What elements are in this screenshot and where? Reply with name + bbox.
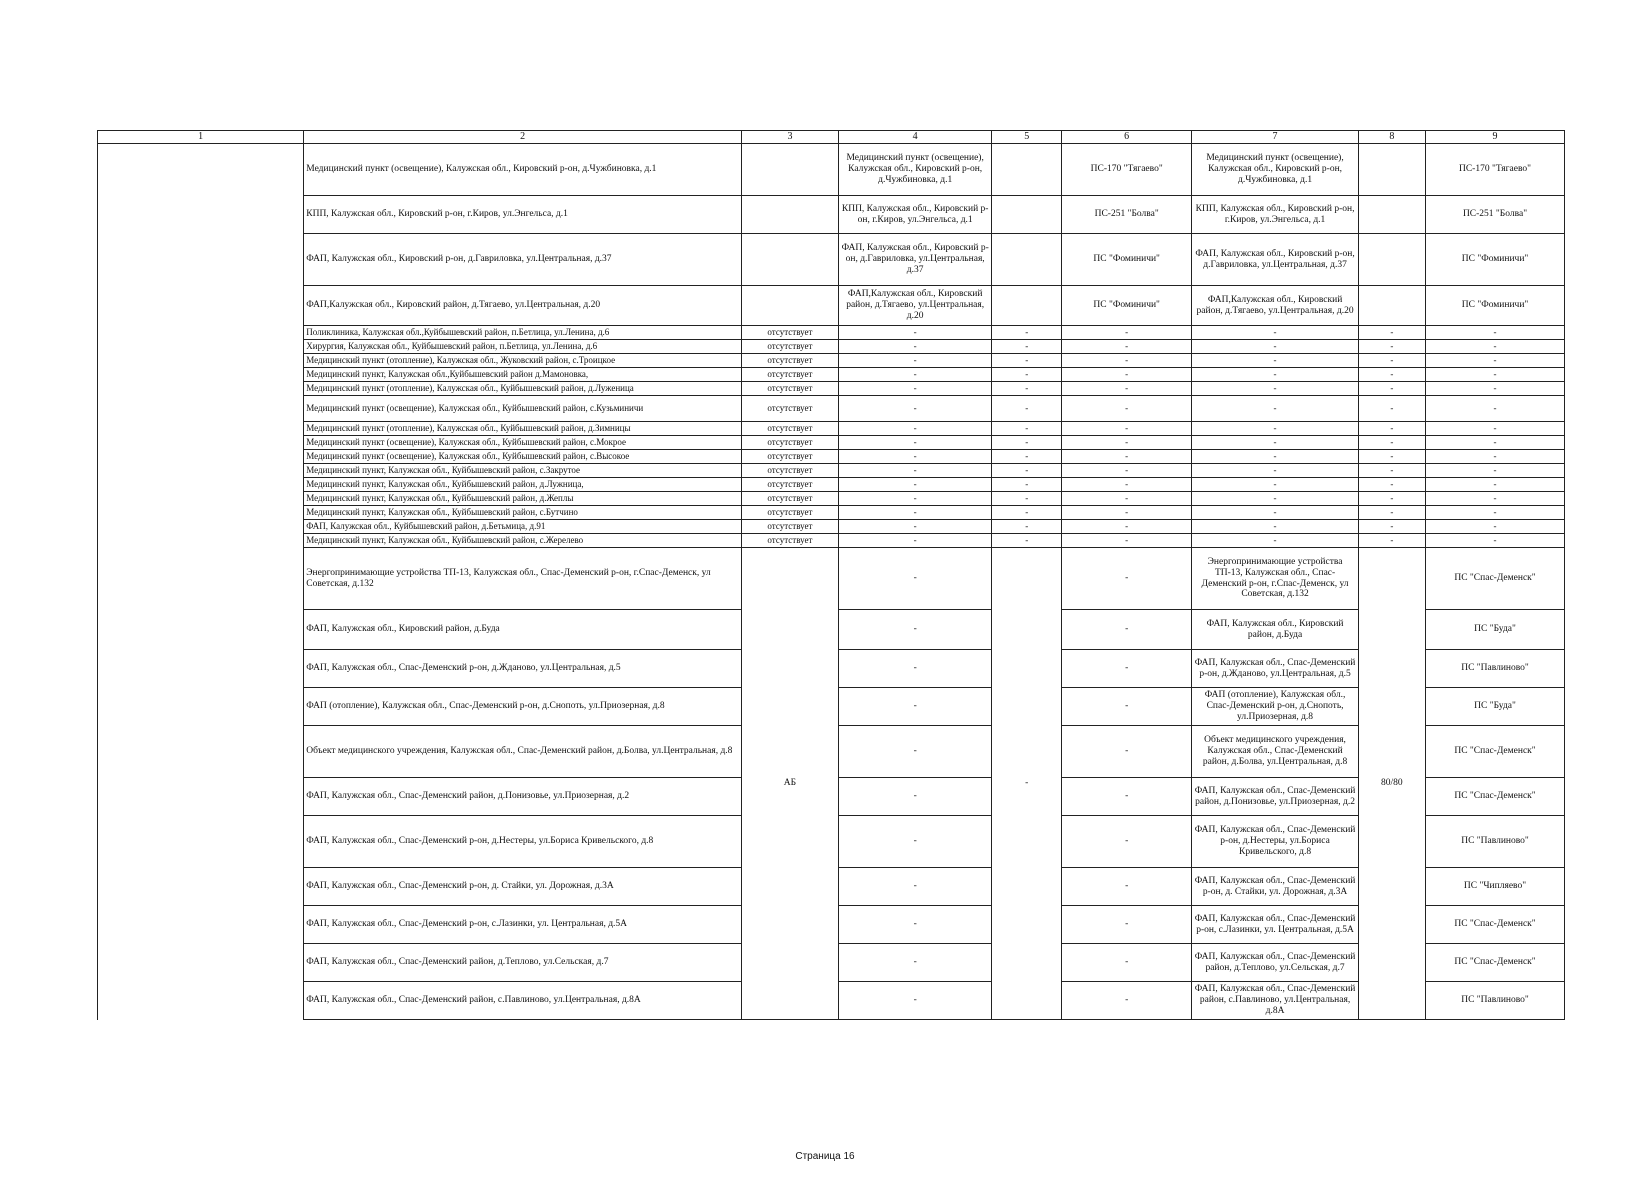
col-header-3: 3 xyxy=(742,131,839,144)
cell-col5 xyxy=(992,286,1061,326)
cell-col8: - xyxy=(1358,506,1425,520)
cell-col8: - xyxy=(1358,450,1425,464)
cell-col9: ПС "Буда" xyxy=(1426,610,1565,650)
cell-object: Энергопринимающие устройства ТП-13, Калужская обл., Спас-Деменский р-он, г.Спас-Деменск, ул Советская, д.132 xyxy=(304,548,742,610)
cell-col6: ПС-251 "Болва" xyxy=(1061,196,1191,234)
cell-col6: - xyxy=(1061,944,1191,982)
table-row xyxy=(98,534,1565,548)
col-header-2: 2 xyxy=(304,131,742,144)
cell-col8 xyxy=(1358,144,1425,196)
cell-object: Медицинский пункт (отопление), Калужская обл., Жуковский район, с.Троицкое xyxy=(304,354,742,368)
cell-object: Медицинский пункт, Калужская обл., Куйбышевский район, с.Закрутое xyxy=(304,464,742,478)
cell-col9: - xyxy=(1426,396,1565,422)
cell-col9: ПС "Спас-Деменск" xyxy=(1426,778,1565,816)
cell-col5: - xyxy=(992,340,1061,354)
cell-col7: - xyxy=(1192,534,1358,548)
cell-col4: - xyxy=(838,688,992,726)
cell-col5: - xyxy=(992,492,1061,506)
cell-col3-merged: АБ xyxy=(742,548,839,1020)
cell-col9: - xyxy=(1426,422,1565,436)
cell-col7: ФАП, Калужская обл., Спас-Деменский район, д.Понизовье, ул.Приозерная, д.2 xyxy=(1192,778,1358,816)
cell-col9: ПС "Чипляево" xyxy=(1426,868,1565,906)
cell-col9: - xyxy=(1426,506,1565,520)
table-body xyxy=(98,144,1565,1020)
cell-col6: - xyxy=(1061,982,1191,1020)
cell-col6: - xyxy=(1061,368,1191,382)
cell-col5: - xyxy=(992,520,1061,534)
cell-col3: отсутствует xyxy=(742,436,839,450)
cell-col9: - xyxy=(1426,492,1565,506)
cell-col5: - xyxy=(992,382,1061,396)
cell-col4: - xyxy=(838,354,992,368)
cell-object: Медицинский пункт (освещение), Калужская обл., Кировский р-он, д.Чужбиновка, д.1 xyxy=(304,144,742,196)
cell-col4: - xyxy=(838,368,992,382)
cell-col6: - xyxy=(1061,548,1191,610)
cell-col5: - xyxy=(992,534,1061,548)
cell-object: Медицинский пункт, Калужская обл., Куйбышевский район, д.Жеплы xyxy=(304,492,742,506)
cell-col6: - xyxy=(1061,382,1191,396)
cell-col7: - xyxy=(1192,368,1358,382)
cell-col8 xyxy=(1358,286,1425,326)
cell-col5: - xyxy=(992,396,1061,422)
cell-col9: ПС "Фоминичи" xyxy=(1426,234,1565,286)
cell-col5 xyxy=(992,144,1061,196)
table-row xyxy=(98,396,1565,422)
table-row xyxy=(98,286,1565,326)
cell-col6: - xyxy=(1061,492,1191,506)
page-number: Страница 16 xyxy=(795,1151,855,1162)
cell-col7: - xyxy=(1192,478,1358,492)
cell-col6: - xyxy=(1061,906,1191,944)
cell-col1 xyxy=(98,144,304,1020)
cell-col8: - xyxy=(1358,534,1425,548)
cell-col3: отсутствует xyxy=(742,464,839,478)
cell-col3: отсутствует xyxy=(742,326,839,340)
cell-col9: ПС "Буда" xyxy=(1426,688,1565,726)
cell-col8-merged: 80/80 xyxy=(1358,548,1425,1020)
cell-col6: - xyxy=(1061,816,1191,868)
cell-object: Медицинский пункт (освещение), Калужская обл., Куйбышевский район, с.Кузьминичи xyxy=(304,396,742,422)
cell-col3: отсутствует xyxy=(742,340,839,354)
cell-col4: - xyxy=(838,340,992,354)
cell-col7: - xyxy=(1192,396,1358,422)
table-row xyxy=(98,354,1565,368)
col-header-1: 1 xyxy=(98,131,304,144)
cell-object: Медицинский пункт, Калужская обл.,Куйбышевский район д.Мамоновка, xyxy=(304,368,742,382)
col-header-6: 6 xyxy=(1061,131,1191,144)
cell-col3: отсутствует xyxy=(742,492,839,506)
cell-col7: - xyxy=(1192,382,1358,396)
cell-col4: - xyxy=(838,422,992,436)
table-row xyxy=(98,450,1565,464)
table-row xyxy=(98,520,1565,534)
cell-col8: - xyxy=(1358,492,1425,506)
cell-col9: ПС "Спас-Деменск" xyxy=(1426,548,1565,610)
cell-col5: - xyxy=(992,506,1061,520)
cell-col6: - xyxy=(1061,340,1191,354)
cell-col5: - xyxy=(992,436,1061,450)
cell-col6: - xyxy=(1061,726,1191,778)
cell-col7: - xyxy=(1192,436,1358,450)
cell-col7: Энергопринимающие устройства ТП-13, Калужская обл., Спас-Деменский р-он, г.Спас-Деменск, ул Советская, д.132 xyxy=(1192,548,1358,610)
cell-col5: - xyxy=(992,368,1061,382)
cell-col6: - xyxy=(1061,778,1191,816)
cell-col4: - xyxy=(838,534,992,548)
data-table xyxy=(97,130,1565,1020)
cell-col8: - xyxy=(1358,478,1425,492)
cell-col4: - xyxy=(838,450,992,464)
cell-col9: ПС "Фоминичи" xyxy=(1426,286,1565,326)
cell-col9: ПС "Спас-Деменск" xyxy=(1426,726,1565,778)
table-row xyxy=(98,506,1565,520)
col-header-5: 5 xyxy=(992,131,1061,144)
cell-col8 xyxy=(1358,196,1425,234)
cell-col3 xyxy=(742,196,839,234)
cell-col7: - xyxy=(1192,354,1358,368)
cell-col4: - xyxy=(838,650,992,688)
table-row xyxy=(98,436,1565,450)
cell-col7: ФАП,Калужская обл., Кировский район, д.Тягаево, ул.Центральная, д.20 xyxy=(1192,286,1358,326)
cell-col6: - xyxy=(1061,520,1191,534)
cell-col6: - xyxy=(1061,396,1191,422)
cell-col9: - xyxy=(1426,368,1565,382)
cell-col9: - xyxy=(1426,354,1565,368)
cell-col6: - xyxy=(1061,506,1191,520)
cell-col8: - xyxy=(1358,368,1425,382)
cell-col7: ФАП, Калужская обл., Спас-Деменский район, с.Павлиново, ул.Центральная, д.8А xyxy=(1192,982,1358,1020)
header-row xyxy=(98,131,1565,144)
cell-col7: Медицинский пункт (освещение), Калужская обл., Кировский р-он, д.Чужбиновка, д.1 xyxy=(1192,144,1358,196)
cell-object: Медицинский пункт (отопление), Калужская обл., Куйбышевский район, д.Зимницы xyxy=(304,422,742,436)
cell-col3 xyxy=(742,286,839,326)
table-row xyxy=(98,234,1565,286)
cell-col3 xyxy=(742,234,839,286)
cell-col3: отсутствует xyxy=(742,478,839,492)
cell-col8: - xyxy=(1358,340,1425,354)
cell-col4: - xyxy=(838,868,992,906)
table-row xyxy=(98,340,1565,354)
cell-col4: - xyxy=(838,610,992,650)
cell-col4: - xyxy=(838,726,992,778)
cell-col6: - xyxy=(1061,354,1191,368)
col-header-7: 7 xyxy=(1192,131,1358,144)
cell-col6: ПС-170 "Тягаево" xyxy=(1061,144,1191,196)
cell-col9: - xyxy=(1426,326,1565,340)
col-header-9: 9 xyxy=(1426,131,1565,144)
cell-col7: ФАП (отопление), Калужская обл., Спас-Деменский р-он, д.Снопоть, ул.Приозерная, д.8 xyxy=(1192,688,1358,726)
cell-col8: - xyxy=(1358,436,1425,450)
cell-col8: - xyxy=(1358,520,1425,534)
cell-col4: - xyxy=(838,520,992,534)
cell-col8: - xyxy=(1358,354,1425,368)
cell-object: Хирургия, Калужская обл., Куйбышевский район, п.Бетлица, ул.Ленина, д.6 xyxy=(304,340,742,354)
cell-col9: - xyxy=(1426,520,1565,534)
cell-col7: Объект медицинского учреждения, Калужская обл., Спас-Деменский район, д.Болва, ул.Центральная, д.8 xyxy=(1192,726,1358,778)
cell-col8 xyxy=(1358,234,1425,286)
cell-col9: - xyxy=(1426,464,1565,478)
cell-col6: - xyxy=(1061,610,1191,650)
cell-col4: - xyxy=(838,436,992,450)
cell-col6: - xyxy=(1061,464,1191,478)
cell-col7: ФАП, Калужская обл., Спас-Деменский р-он, с.Лазинки, ул. Центральная, д.5А xyxy=(1192,906,1358,944)
cell-col6: ПС "Фоминичи" xyxy=(1061,234,1191,286)
cell-col8: - xyxy=(1358,382,1425,396)
cell-object: ФАП, Калужская обл., Спас-Деменский р-он, д.Нестеры, ул.Бориса Кривельского, д.8 xyxy=(304,816,742,868)
cell-object: Поликлиника, Калужская обл.,Куйбышевский район, п.Бетлица, ул.Ленина, д.6 xyxy=(304,326,742,340)
cell-col7: ФАП, Калужская обл., Спас-Деменский р-он, д.Нестеры, ул.Бориса Кривельского, д.8 xyxy=(1192,816,1358,868)
cell-col4: ФАП,Калужская обл., Кировский район, д.Тягаево, ул.Центральная, д.20 xyxy=(838,286,992,326)
cell-object: ФАП, Калужская обл., Спас-Деменский район, с.Павлиново, ул.Центральная, д.8А xyxy=(304,982,742,1020)
cell-object: Медицинский пункт (освещение), Калужская обл., Куйбышевский район, с.Высокое xyxy=(304,450,742,464)
cell-col5 xyxy=(992,234,1061,286)
cell-col6: - xyxy=(1061,650,1191,688)
cell-col7: - xyxy=(1192,422,1358,436)
cell-col5-merged: - xyxy=(992,548,1061,1020)
cell-col6: - xyxy=(1061,868,1191,906)
cell-object: ФАП, Калужская обл., Спас-Деменский район, д.Понизовье, ул.Приозерная, д.2 xyxy=(304,778,742,816)
cell-col3 xyxy=(742,144,839,196)
cell-col3: отсутствует xyxy=(742,354,839,368)
cell-col4: Медицинский пункт (освещение), Калужская обл., Кировский р-он, д.Чужбиновка, д.1 xyxy=(838,144,992,196)
cell-object: Медицинский пункт (отопление), Калужская обл., Куйбышевский район, д.Луженица xyxy=(304,382,742,396)
cell-object: КПП, Калужская обл., Кировский р-он, г.Киров, ул.Энгельса, д.1 xyxy=(304,196,742,234)
cell-col5: - xyxy=(992,354,1061,368)
cell-col4: - xyxy=(838,396,992,422)
cell-col3: отсутствует xyxy=(742,534,839,548)
cell-col7: - xyxy=(1192,464,1358,478)
cell-col7: - xyxy=(1192,520,1358,534)
cell-col9: ПС "Павлиново" xyxy=(1426,982,1565,1020)
cell-col7: ФАП, Калужская обл., Кировский район, д.Буда xyxy=(1192,610,1358,650)
cell-col9: - xyxy=(1426,478,1565,492)
cell-col4: - xyxy=(838,492,992,506)
cell-object: ФАП, Калужская обл., Спас-Деменский район, д.Теплово, ул.Сельская, д.7 xyxy=(304,944,742,982)
cell-col8: - xyxy=(1358,326,1425,340)
cell-col4: - xyxy=(838,548,992,610)
cell-col3: отсутствует xyxy=(742,382,839,396)
cell-object: ФАП, Калужская обл., Кировский р-он, д.Гавриловка, ул.Центральная, д.37 xyxy=(304,234,742,286)
cell-col4: - xyxy=(838,906,992,944)
table-row xyxy=(98,478,1565,492)
cell-col9: ПС "Спас-Деменск" xyxy=(1426,906,1565,944)
cell-object: ФАП, Калужская обл., Спас-Деменский р-он, д.Жданово, ул.Центральная, д.5 xyxy=(304,650,742,688)
cell-col4: - xyxy=(838,326,992,340)
cell-object: ФАП, Калужская обл., Куйбышевский район, д.Бетьмица, д.91 xyxy=(304,520,742,534)
cell-object: ФАП (отопление), Калужская обл., Спас-Деменский р-он, д.Снопоть, ул.Приозерная, д.8 xyxy=(304,688,742,726)
cell-col6: - xyxy=(1061,534,1191,548)
cell-object: ФАП, Калужская обл., Кировский район, д.Буда xyxy=(304,610,742,650)
cell-col9: ПС "Павлиново" xyxy=(1426,816,1565,868)
cell-object: ФАП, Калужская обл., Спас-Деменский р-он, д. Стайки, ул. Дорожная, д.3А xyxy=(304,868,742,906)
cell-col7: - xyxy=(1192,326,1358,340)
cell-object: Медицинский пункт (освещение), Калужская обл., Куйбышевский район, с.Мокрое xyxy=(304,436,742,450)
cell-col7: КПП, Калужская обл., Кировский р-он, г.Киров, ул.Энгельса, д.1 xyxy=(1192,196,1358,234)
cell-col5: - xyxy=(992,464,1061,478)
cell-col6: - xyxy=(1061,422,1191,436)
table-row xyxy=(98,196,1565,234)
table-row xyxy=(98,492,1565,506)
cell-col6: - xyxy=(1061,478,1191,492)
cell-col9: ПС "Павлиново" xyxy=(1426,650,1565,688)
cell-col4: - xyxy=(838,464,992,478)
table-row xyxy=(98,326,1565,340)
cell-object: Медицинский пункт, Калужская обл., Куйбышевский район, д.Лужница, xyxy=(304,478,742,492)
cell-object: Медицинский пункт, Калужская обл., Куйбышевский район, с.Жерелево xyxy=(304,534,742,548)
cell-col4: - xyxy=(838,478,992,492)
cell-col9: - xyxy=(1426,340,1565,354)
cell-col4: - xyxy=(838,506,992,520)
cell-col5: - xyxy=(992,478,1061,492)
col-header-4: 4 xyxy=(838,131,992,144)
cell-col4: - xyxy=(838,778,992,816)
cell-col9: - xyxy=(1426,436,1565,450)
cell-col8: - xyxy=(1358,464,1425,478)
table-row xyxy=(98,548,1565,610)
table-row xyxy=(98,382,1565,396)
cell-col4: - xyxy=(838,382,992,396)
cell-col9: - xyxy=(1426,382,1565,396)
cell-col4: - xyxy=(838,816,992,868)
cell-col5: - xyxy=(992,326,1061,340)
cell-col3: отсутствует xyxy=(742,520,839,534)
cell-col8: - xyxy=(1358,396,1425,422)
cell-col4: ФАП, Калужская обл., Кировский р-он, д.Гавриловка, ул.Центральная, д.37 xyxy=(838,234,992,286)
table-row xyxy=(98,144,1565,196)
cell-col3: отсутствует xyxy=(742,506,839,520)
cell-col6: ПС "Фоминичи" xyxy=(1061,286,1191,326)
cell-col6: - xyxy=(1061,450,1191,464)
cell-col8: - xyxy=(1358,422,1425,436)
cell-col3: отсутствует xyxy=(742,450,839,464)
cell-col7: - xyxy=(1192,506,1358,520)
cell-object: Медицинский пункт, Калужская обл., Куйбышевский район, с.Бутчино xyxy=(304,506,742,520)
cell-col5: - xyxy=(992,422,1061,436)
table-row xyxy=(98,368,1565,382)
table-row xyxy=(98,464,1565,478)
col-header-8: 8 xyxy=(1358,131,1425,144)
cell-col9: ПС-170 "Тягаево" xyxy=(1426,144,1565,196)
cell-object: ФАП, Калужская обл., Спас-Деменский р-он, с.Лазинки, ул. Центральная, д.5А xyxy=(304,906,742,944)
cell-col4: - xyxy=(838,944,992,982)
cell-col3: отсутствует xyxy=(742,368,839,382)
cell-col7: - xyxy=(1192,492,1358,506)
cell-col7: ФАП, Калужская обл., Спас-Деменский район, д.Теплово, ул.Сельская, д.7 xyxy=(1192,944,1358,982)
cell-col6: - xyxy=(1061,688,1191,726)
cell-col7: - xyxy=(1192,340,1358,354)
cell-col5 xyxy=(992,196,1061,234)
cell-col7: - xyxy=(1192,450,1358,464)
cell-col9: ПС "Спас-Деменск" xyxy=(1426,944,1565,982)
cell-object: ФАП,Калужская обл., Кировский район, д.Тягаево, ул.Центральная, д.20 xyxy=(304,286,742,326)
cell-col4: - xyxy=(838,982,992,1020)
cell-col7: ФАП, Калужская обл., Спас-Деменский р-он, д.Жданово, ул.Центральная, д.5 xyxy=(1192,650,1358,688)
cell-col4: КПП, Калужская обл., Кировский р-он, г.Киров, ул.Энгельса, д.1 xyxy=(838,196,992,234)
cell-object: Объект медицинского учреждения, Калужская обл., Спас-Деменский район, д.Болва, ул.Центральная, д.8 xyxy=(304,726,742,778)
cell-col7: ФАП, Калужская обл., Спас-Деменский р-он, д. Стайки, ул. Дорожная, д.3А xyxy=(1192,868,1358,906)
cell-col9: - xyxy=(1426,534,1565,548)
cell-col9: - xyxy=(1426,450,1565,464)
cell-col5: - xyxy=(992,450,1061,464)
cell-col7: ФАП, Калужская обл., Кировский р-он, д.Гавриловка, ул.Центральная, д.37 xyxy=(1192,234,1358,286)
cell-col3: отсутствует xyxy=(742,422,839,436)
table-row xyxy=(98,422,1565,436)
cell-col6: - xyxy=(1061,436,1191,450)
cell-col6: - xyxy=(1061,326,1191,340)
cell-col9: ПС-251 "Болва" xyxy=(1426,196,1565,234)
cell-col3: отсутствует xyxy=(742,396,839,422)
